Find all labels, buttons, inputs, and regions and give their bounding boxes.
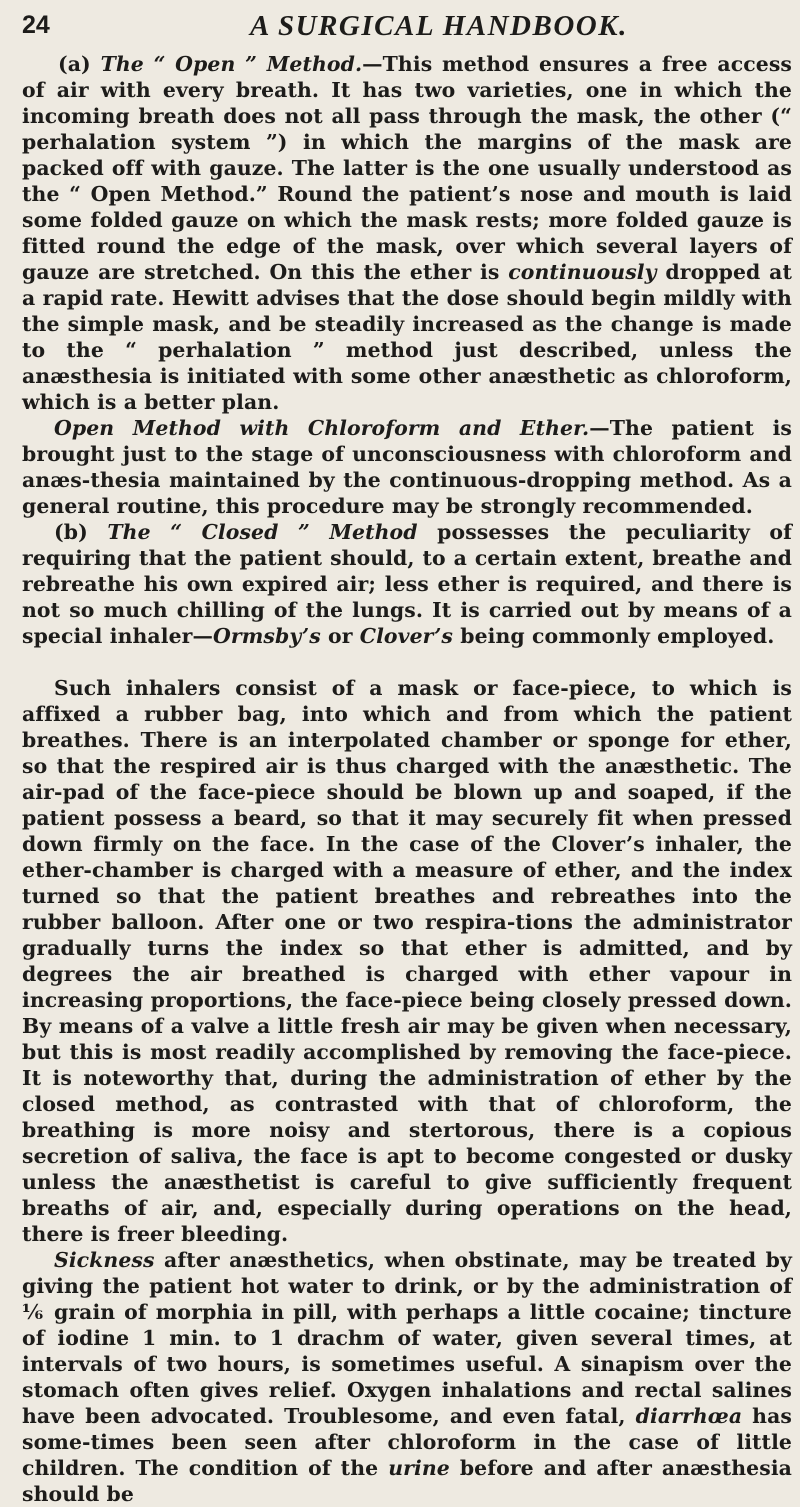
paragraph-text: dropped at a rapid rate. Hewitt advises that the dose should begin mildly with the simple mask, and be steadily increased as the change is made to the “ perhalation ” method just described, unless the anæsthesia is initiated with some other anæsthetic as chloroform, which is a better plan.	[22, 260, 792, 414]
section-label-a: (a)	[58, 52, 91, 76]
paragraph-closed-method	[22, 519, 792, 649]
paragraph-open-method	[22, 51, 792, 415]
section-heading-closed-method: The “ Closed ” Method	[107, 520, 418, 544]
section-heading-open-method: The “ Open ” Method.	[100, 52, 363, 76]
paragraph-sickness	[22, 1247, 792, 1507]
paragraph-inhalers	[22, 675, 792, 1247]
paragraph-text: being commonly employed.	[453, 624, 775, 648]
page-number: 24	[22, 11, 50, 39]
section-label-b: (b)	[54, 520, 88, 544]
paragraph-text: Such inhalers consist of a mask or face-piece, to which is affixed a rubber bag, into which and from which the patient breathes. There is an interpolated chamber or sponge for ether, so that the respired air is thus charged with the anæsthetic. The air-pad of the face-piece should be blown up and soaped, if the patient possess a beard, so that it may securely fit when pressed down firmly on the face. In the case of the Clover’s inhaler, the ether-chamber is charged with a measure of ether, and the index turned so that the patient breathes and rebreathes into the rubber balloon. After one or two respira-tions the administrator gradually turns the index so that ether is admitted, and by degrees the air breathed is charged with ether vapour in increasing proportions, the face-piece being closely pressed down. By means of a valve a little fresh air may be given when necessary, but this is most readily accomplished by removing the face-piece. It is noteworthy that, during the administration of ether by the closed method, as contrasted with that of chloroform, the breathing is more noisy and stertorous, there is a copious secretion of saliva, the face is apt to become congested or dusky unless the anæsthetist is careful to give sufficiently frequent breaths of air, and, especially during operations on the head, there is freer bleeding.	[22, 676, 792, 1246]
body-text	[22, 51, 792, 1507]
section-heading-chloroform-ether: Open Method with Chloroform and Ether.	[54, 416, 590, 440]
paragraph-text: —The patient is brought just to the stage of unconsciousness with chloroform and anæs-thesia maintained by the continuous-dropping method. As a general routine, this procedure may be strongly recommended.	[22, 416, 793, 518]
paragraph-text: has some-times been seen after chloroform in the case of little children. The condition of the	[22, 1404, 792, 1480]
paragraph-text: possesses the peculiarity of requiring that the patient should, to a certain extent, breathe and rebreathe his own expired air; less ether is required, and there is not so much chilling of the lungs. It is carried out by means of a special inhaler—	[22, 520, 792, 648]
paragraph-open-method-chloroform-ether	[22, 415, 792, 519]
emphasis-text: urine	[388, 1456, 450, 1480]
running-title: A SURGICAL HANDBOOK.	[250, 10, 628, 42]
emphasis-text: continuously	[508, 260, 657, 284]
paragraph-text: before and after anæsthesia should be	[22, 1456, 792, 1506]
emphasis-text: diarrhœa	[635, 1404, 743, 1428]
paragraph-text: —This method ensures a free access of air with every breath. It has two varieties, one in which the incoming breath does not all pass through the mask, the other (“ perhalation system ”) in which the margins of the mask are packed off with gauze. The latter is the one usually understood as the “ Open Method.” Round the patient’s nose and mouth is laid some folded gauze on which the mask rests; more folded gauze is fitted round the edge of the mask, over which several layers of gauze are stretched. On this the ether is	[22, 52, 793, 284]
emphasis-text: Clover’s	[359, 624, 454, 648]
emphasis-text: Sickness	[54, 1248, 155, 1272]
page-header	[22, 8, 778, 42]
emphasis-text: Ormsby’s	[213, 624, 321, 648]
paragraph-text: after anæsthetics, when obstinate, may be treated by giving the patient hot water to drink, or by the administration of ⅙ grain of morphia in pill, with perhaps a little cocaine; tincture of iodine 1 min. to 1 drachm of water, given several times, at intervals of two hours, is sometimes useful. A sinapism over the stomach often gives relief. Oxygen inhalations and rectal salines have been advocated. Troublesome, and even fatal,	[22, 1248, 792, 1428]
paragraph-text: or	[320, 624, 360, 648]
